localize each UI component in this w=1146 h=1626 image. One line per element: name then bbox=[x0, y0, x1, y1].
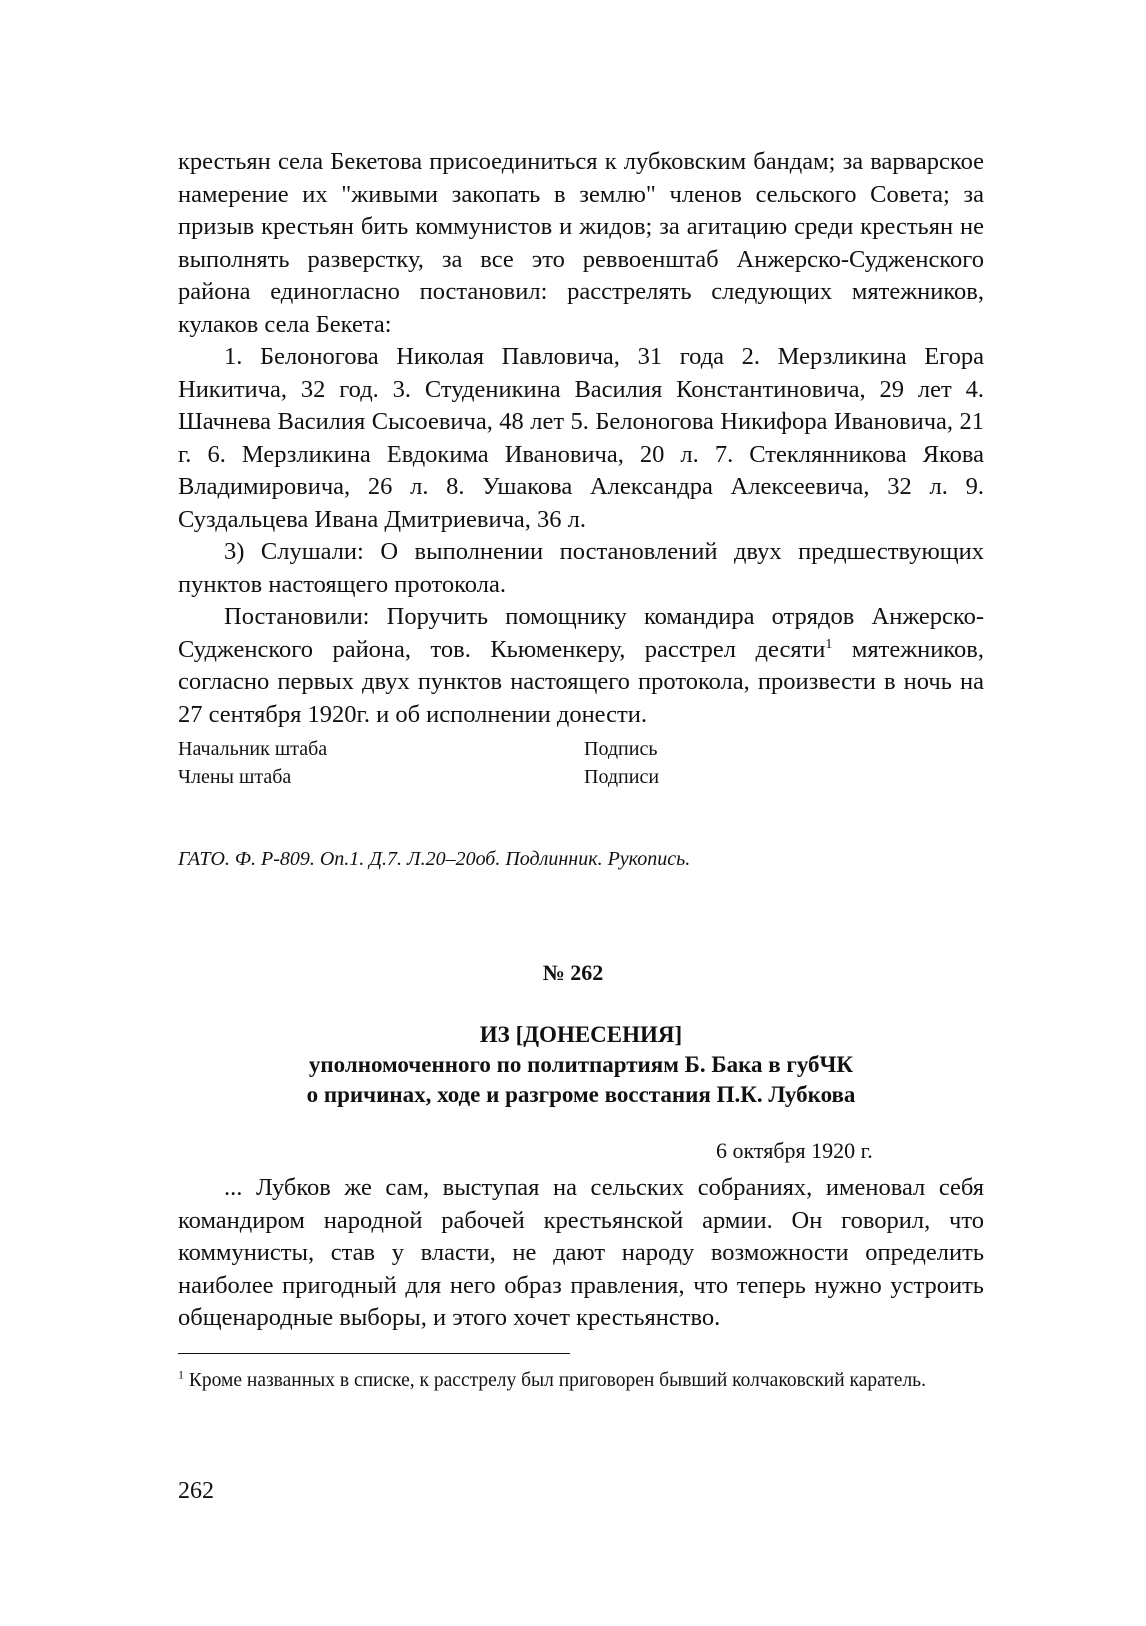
document-date: 6 октября 1920 г. bbox=[716, 1138, 873, 1163]
page-number: 262 bbox=[178, 1478, 214, 1504]
paragraph-execution-list: 1. Белоногова Николая Павловича, 31 года 2. Мерзликина Егора Никитича, 32 год. 3. Студеникина Василия Константиновича, 29 лет 4. Шачнева Василия Сысоевича, 48 лет 5. Белоногова Никифора Ивановича, 21 г. 6. Мерзликина Евдокима Ивановича, 20 л. 7. Стеклянникова Якова Владимировича, 26 л. 8. Ушакова Александра Алексеевича, 32 л. 9. Суздальцева Ивана Дмитриевича, 36 л. bbox=[178, 343, 984, 533]
footnote-text: Кроме названных в списке, к расстрелу был приговорен бывший колчаковский каратель. bbox=[184, 1370, 926, 1391]
paragraph-resolved bbox=[178, 601, 984, 731]
continued-protocol-text bbox=[178, 146, 984, 731]
footnote bbox=[178, 1368, 984, 1394]
document-title-line: о причинах, ходе и разгроме восстания П.К. Лубкова bbox=[306, 1082, 856, 1107]
footnote-mark: 1 bbox=[178, 1367, 184, 1382]
document-body bbox=[178, 1172, 984, 1335]
document-number: № 262 bbox=[542, 960, 604, 985]
signature-role: Члены штаба bbox=[178, 766, 292, 788]
signature-role: Начальник штаба bbox=[178, 738, 328, 760]
resolved-text-part1: Постановили: Поручить помощнику командира отрядов Анжерско-Судженского района, тов. Кьюменкеру, расстрел десяти bbox=[178, 603, 984, 663]
document-title bbox=[178, 1020, 984, 1110]
footnote-divider bbox=[178, 1353, 570, 1354]
signature-row-chief bbox=[178, 735, 658, 763]
document-title-line: уполномоченного по политпартиям Б. Бака в губЧК bbox=[308, 1052, 854, 1077]
document-title-line: ИЗ [ДОНЕСЕНИЯ] bbox=[479, 1022, 683, 1047]
archive-reference: ГАТО. Ф. Р-809. Оп.1. Д.7. Л.20–20об. Подлинник. Рукопись. bbox=[178, 848, 691, 870]
paragraph-heard: 3) Слушали: О выполнении постановлений двух предшествующих пунктов настоящего протокола. bbox=[178, 538, 984, 598]
paragraph-report: ... Лубков же сам, выступая на сельских собраниях, именовал себя командиром народной рабочей крестьянской армии. Он говорил, что коммунисты, став у власти, не дают народу возможности определить наиболее пригодный для него образ правления, что теперь нужно устроить общенародные выборы, и этого хочет крестьянство. bbox=[178, 1174, 984, 1331]
paragraph-charges: крестьян села Бекетова присоединиться к лубковским бандам; за варварское намерение их "живыми закопать в землю" членов сельского Совета; за призыв крестьян бить коммунистов и жидов; за агитацию среди крестьян не выполнять разверстку, за все это реввоенштаб Анжерско-Судженского района единогласно постановил: расстрелять следующих мятежников, кулаков села Бекета: bbox=[178, 148, 984, 338]
resolved-text-part2: мятежников, согласно первых двух пунктов настоящего протокола, произвести в ночь на 27 сентября 1920г. и об исполнении донести. bbox=[178, 635, 985, 728]
signature-note: Подпись bbox=[584, 738, 658, 760]
footnote-reference-mark: 1 bbox=[825, 636, 833, 652]
signature-note: Подписи bbox=[584, 766, 660, 788]
signature-row-members bbox=[178, 763, 660, 791]
